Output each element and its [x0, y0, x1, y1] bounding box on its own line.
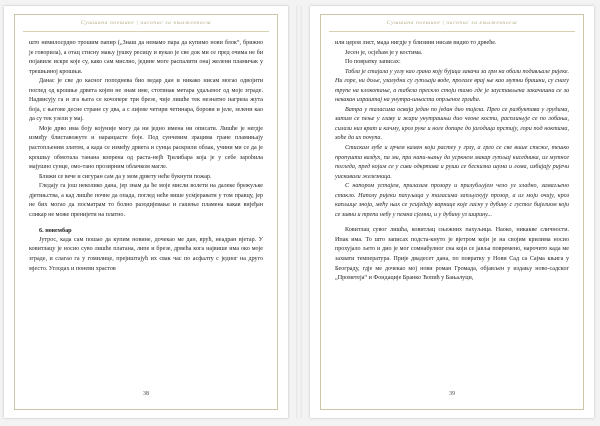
paragraph: што немилосрдно трошим папир („Знаш да немамо пара да купимо нови блок“, брижно је говорила), а отац стисну мању јушку ресицу и вукао је све док ми се пред очима не би појавиле искре које су, како сам мислио, једине моге распалити онај желени пламичак у трешњиној крошњи.: [29, 40, 263, 75]
paragraph: или церов лист, мада нигдје у близини нисам видио то дрвеће.: [335, 40, 497, 46]
page-body: [29, 39, 263, 274]
page-number: 38: [143, 391, 149, 397]
paragraph: Данас је све до касног поподнева био ведар дан и никако нисам могао одвојити поглед од крошње дрвета којем не знам име, стотинак метара удаљеног од моје зграде. Надвисују га и зга њега се кочопере три брезе, чије лишће тек незнатно нагриза жута боја, с његовe десне стране су два, а с лијеве четири четинара, борови и јеле, зелени као да су тек узели у мај.: [29, 78, 263, 123]
page-frame: [320, 14, 584, 410]
paragraph: Јутрос, када сам пошао да купим новине, дочекао ме дан, врућ, неадран вјетар. У ковитлацу је носио суво лишће платана, липе и брезе, дрвећа кога највише има око моје зграде, и слагао га у гомилице, прејиштајућ их свак час по асфалту с једног на друго мјесто. Углодах и поневи храстов: [29, 236, 263, 272]
page-body: [335, 39, 569, 284]
paragraph: Јесен је, осјећам је у костима.: [345, 49, 423, 56]
paragraph: Моје дрво има боју којуније могу да ни једно имена ни описати. Лишће је негдје између блиставожуте и наранџасте боје. Под сунчевим зрацима гране пламињају растопљеним златом, а када се између дрвета и сунца раскрили облак, учини ми се да је крошњу обмотала танана копрена од раста-нејћ Ђилибара која је у себе зарobила мајушно сунце, омо-тано прозирним облачком магле.: [29, 125, 263, 171]
right-page: [310, 6, 594, 418]
running-header: Сушшина поешике | часопис за књижевносш: [80, 20, 212, 26]
running-header: Сушшина поешике | часопис за књижевносш: [386, 20, 518, 26]
book-gutter: [296, 6, 302, 418]
header-rule: [23, 31, 269, 32]
header-rule: [329, 31, 575, 32]
italic-paragraph: Стискам зубе и грчем камен који растеу у грлу, а грло се све више стеже, тешко пропушта ваздух, па ми, при напи-њању да усркнем макар гутљај киседника, из мутног погледа, пред којим се у сиви одкртава и руши се бескизна шума и лома, избијају ријечи уискивали желeзница.: [335, 145, 569, 180]
page-frame: [14, 14, 278, 410]
paragraph: Гледају га још неколико дана, јер знам да ће моје мисли волети на далеке брежуљке дјетињства, а кад лишће почне да опада, поглед неће више усмјеравати у том правцу, јер не бих могао да посматрам то болно разодијевање и гашење пламена какав вијеђан сликар не може пренијети на платно.: [29, 183, 263, 218]
paragraph: Ковитлац сувог лишћа, ковитлац сњежних пахуљица. Наоко, никакве сличности. Ипак има. То што записах подста-кнуто је вјетром који је на својим крилима носио прохујало љето и дио је мог сомнабулног сна који се јавља повремено, нарочито када ме захвати температура. Прије двадесет дана, по повратку у Нови Сад са Сајма књига у Београду, гдје ме дочекао мој нови роман Громада, објављен у издању ново-садског „Прометеја“ и Фондације Бранко Ћопић у Бањалуци,: [335, 227, 569, 282]
paragraph: Ближи се вече и сигуран сам да у мом дрвету неће букнути пожар.: [39, 173, 212, 180]
page-number: 39: [449, 391, 455, 397]
italic-paragraph: С напором устајем, прилазим прозору и прилубљујем чело уз хладно, замагљено стакло. Наполу ријеки пахуљица у таласима запљускују прозор, а из моји очију, кроз капљице зноја, мећу њих се усиједају варнице које гасну у дубину с густог бијелиом који се зивни и трепи небу у пемна сјемни, и у дубину уз ширину...: [335, 183, 569, 218]
italic-paragraph: Ватра у таласима осваја један по један дио тијела. Прео се разбуктава у грудима, затим се пење у главу и жари унутрашњи дио чеоне кости, расплињује се по лобањи, силази низ врат и кичму, кроз руке и ноге допире до јагодица прстију, гори под ноктима, хоће да их почупа.: [335, 106, 569, 142]
left-page: [4, 6, 288, 418]
italic-paragraph: Табла је стајала у углу као грана коју бујица закачи за грм на обали подивљале ријеке. Ни горе, ни доље, узалудни су гутљаји воде, прогале врај ње као мутни брашни, су снагу трупе на клокотање, а табела прескло стоји тамо где је заустављена закачишни се за некакан израштај на унутра-шњости опрљеног грлића.: [335, 68, 569, 104]
paragraph: По повратку записах:: [345, 59, 401, 66]
section-title: 6. новембар: [39, 227, 72, 235]
